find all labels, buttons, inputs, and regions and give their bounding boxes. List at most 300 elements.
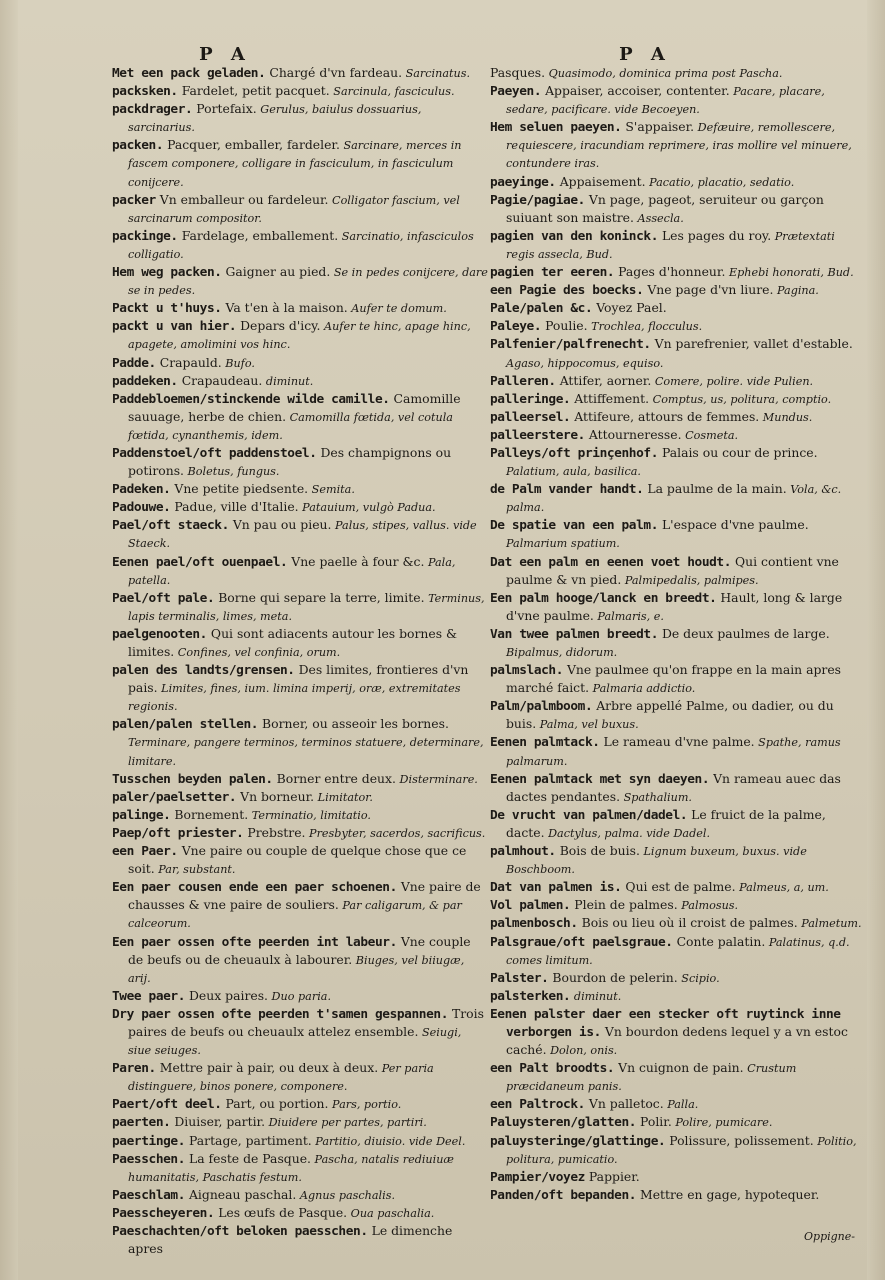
headword: paluysteringe/glattinge.	[490, 1133, 666, 1149]
french-gloss: Polissure, polissement.	[665, 1132, 814, 1148]
latin-gloss: Terminatio, limitatio.	[248, 808, 371, 822]
dictionary-entry	[490, 227, 866, 263]
dictionary-entry	[112, 136, 488, 190]
french-gloss: Vn emballeur ou fardeleur.	[155, 191, 329, 207]
dictionary-entry	[490, 896, 866, 914]
headword: Van twee palmen breedt.	[490, 626, 659, 642]
dictionary-entry	[112, 1204, 488, 1222]
french-gloss: Plein de palmes.	[570, 897, 678, 913]
latin-gloss: Oua paschalia.	[347, 1206, 435, 1220]
headword: palinge.	[112, 807, 171, 823]
dictionary-entry	[490, 1095, 866, 1113]
dictionary-entry	[112, 1095, 488, 1113]
headword: Paeschlam.	[112, 1187, 186, 1203]
left-column	[112, 64, 488, 1258]
latin-gloss: Pars, portio.	[328, 1098, 402, 1112]
dictionary-entry	[112, 553, 488, 589]
headword: Palfenier/palfrenecht.	[490, 337, 651, 353]
dictionary-entry	[490, 299, 866, 317]
dictionary-entry	[112, 625, 488, 661]
headword: paeyinge.	[490, 174, 556, 190]
headword: Panden/oft bepanden.	[490, 1187, 637, 1203]
headword: packt u van hier.	[112, 319, 237, 335]
latin-gloss: Polire, pumicare.	[671, 1116, 773, 1130]
latin-gloss: Limites, fines, ium. limina imperij, oræ, extremitates regionis.	[128, 682, 461, 714]
dictionary-entry	[490, 987, 866, 1005]
latin-gloss: diminut.	[570, 989, 622, 1003]
latin-gloss: Terminare, pangere terminos, terminos statuere, determinare, limitare.	[128, 736, 484, 768]
headword: Padeken.	[112, 482, 171, 498]
french-gloss: Vn palletoc.	[584, 1096, 664, 1112]
french-gloss: Vn rameau auec das dactes pendantes.	[506, 770, 841, 804]
french-gloss: Pages d'honneur.	[614, 264, 726, 280]
french-gloss: Vne paire de chausses & vne paire de souliers.	[128, 879, 481, 913]
headword: Paesscheyeren.	[112, 1205, 215, 1221]
latin-gloss: Se in pedes conijcere, dare se in pedes.	[128, 266, 488, 298]
latin-gloss: Palma, vel buxus.	[536, 718, 639, 732]
dictionary-entry	[490, 733, 866, 769]
dictionary-entry	[490, 1186, 866, 1204]
headword: Eenen palmtack.	[490, 735, 600, 751]
dictionary-entry	[112, 317, 488, 353]
french-gloss: Mettre pair à pair, ou deux à deux.	[155, 1060, 379, 1076]
headword: Paddebloemen/stinckende wilde camille.	[112, 391, 390, 407]
dictionary-entry	[112, 589, 488, 625]
headword: Een palm hooge/lanck en breedt.	[490, 590, 717, 606]
dictionary-entry	[112, 1186, 488, 1204]
latin-gloss: Palatinus, q.d. comes limitum.	[506, 935, 850, 967]
dictionary-entry	[112, 842, 488, 878]
headword: packer	[112, 192, 156, 208]
headword: Dat van palmen is.	[490, 880, 622, 896]
french-gloss: Vn bourdon dedens lequel y a vn estoc caché.	[506, 1023, 848, 1058]
french-gloss: Qui contient vne paulme & vn pied.	[506, 553, 839, 587]
french-gloss: Le fruict de la palme, dacte.	[506, 806, 826, 840]
dictionary-entry	[490, 661, 866, 697]
latin-gloss: Comptus, us, politura, comptio.	[649, 392, 832, 406]
french-gloss: Mettre en gage, hypotequer.	[636, 1186, 820, 1202]
french-gloss: Portefaix.	[192, 101, 257, 117]
latin-gloss: Agaso, hippocomus, equiso.	[506, 356, 664, 370]
dictionary-entry	[490, 842, 866, 878]
french-gloss: Chargé d'vn fardeau.	[265, 65, 403, 80]
headword: palsterken.	[490, 988, 571, 1004]
french-gloss: Pappier.	[584, 1168, 640, 1184]
dictionary-entry	[490, 914, 866, 932]
dictionary-entry	[490, 1059, 866, 1095]
headword: palleersel.	[490, 409, 571, 425]
french-gloss: Gaigner au pied.	[221, 264, 331, 280]
latin-gloss: Politio, politura, pumicatio.	[506, 1134, 857, 1166]
latin-gloss: diminut.	[262, 374, 314, 388]
dictionary-entry	[112, 1222, 488, 1258]
dictionary-entry	[112, 372, 488, 390]
french-gloss: S'appaiser.	[621, 119, 695, 135]
dictionary-entry	[490, 82, 866, 118]
latin-gloss: Par caligarum, & par calceorum.	[128, 899, 462, 931]
headword: Packt u t'huys.	[112, 301, 222, 317]
latin-gloss: Palmosus.	[677, 899, 739, 913]
headword: paerten.	[112, 1115, 171, 1131]
latin-gloss: Gerulus, baiulus dossuarius, sarcinarius.	[128, 103, 422, 135]
headword: Dry paer ossen ofte peerden t'samen gespannen.	[112, 1006, 449, 1022]
dictionary-entry	[490, 444, 866, 480]
latin-gloss: Defæuire, remollescere, requiescere, iracundiam reprimere, iras mollire vel minuere, contundere iras.	[506, 121, 852, 171]
latin-gloss: Bufo.	[221, 356, 255, 370]
latin-gloss: Sarcinatus.	[402, 67, 471, 80]
french-gloss: Vne page d'vn liure.	[643, 282, 774, 298]
dictionary-entry	[490, 770, 866, 806]
dictionary-entry	[490, 173, 866, 191]
headword: packdrager.	[112, 102, 193, 118]
french-gloss: Prebstre.	[243, 824, 306, 840]
dictionary-entry	[112, 878, 488, 932]
headword: Paddenstoel/oft paddenstoel.	[112, 445, 317, 461]
french-gloss: Padue, ville d'Italie.	[170, 499, 299, 515]
headword: Dat een palm en eenen voet houdt.	[490, 554, 732, 570]
french-gloss: Arbre appellé Palme, ou dadier, ou du buis.	[506, 698, 834, 732]
latin-gloss: Partitio, diuisio. vide Deel.	[311, 1134, 466, 1148]
headword: Palleren.	[490, 373, 556, 389]
french-gloss: Vn borneur.	[236, 788, 315, 804]
french-gloss: La feste de Pasque.	[185, 1150, 311, 1166]
right-column	[490, 64, 866, 1204]
dictionary-entry	[490, 408, 866, 426]
headword: paler/paelsetter.	[112, 789, 237, 805]
headword: Paluysteren/glatten.	[490, 1115, 637, 1131]
french-gloss: Vne paire ou couple de quelque chose que ce soit.	[128, 843, 467, 877]
french-gloss: Fardelet, petit pacquet.	[177, 83, 330, 99]
running-header-right: P A	[619, 44, 671, 65]
french-gloss: Les pages du roy.	[658, 227, 772, 243]
dictionary-entry	[112, 806, 488, 824]
dictionary-entry	[490, 1113, 866, 1131]
latin-gloss: Lignum buxeum, buxus. vide Boschboom.	[506, 845, 807, 877]
headword: paertinge.	[112, 1133, 186, 1149]
dictionary-entry	[112, 64, 488, 82]
latin-gloss: Mundus.	[759, 410, 813, 424]
dictionary-entry	[112, 299, 488, 317]
latin-gloss: Ephebi honorati, Bud.	[725, 266, 854, 280]
headword: Een paer ossen ofte peerden int labeur.	[112, 934, 397, 950]
headword: Eenen palster daer een stecker oft ruytinck inne verborgen is.	[490, 1006, 841, 1040]
latin-gloss: Trochlea, flocculus.	[587, 320, 703, 334]
dictionary-entry	[490, 806, 866, 842]
headword: Paesschen.	[112, 1151, 186, 1167]
french-gloss: Attourneresse.	[584, 426, 682, 442]
french-gloss: Borner entre deux.	[272, 770, 396, 786]
dictionary-entry	[490, 1005, 866, 1059]
headword: packinge.	[112, 228, 178, 244]
dictionary-entry	[490, 969, 866, 987]
dictionary-entry	[112, 1059, 488, 1095]
headword: Hem weg packen.	[112, 265, 222, 281]
latin-gloss: Seiugi, siue seiuges.	[128, 1025, 462, 1058]
french-gloss: Crapauld.	[155, 354, 222, 370]
headword: palmslach.	[490, 663, 564, 679]
french-gloss: Attifer, aorner.	[555, 372, 652, 388]
latin-gloss: Presbyter, sacerdos, sacrificus.	[305, 826, 486, 840]
headword: Pagie/pagiae.	[490, 192, 585, 208]
latin-gloss: Biuges, vel biiugæ, arij.	[128, 953, 465, 985]
french-gloss: L'espace d'vne paulme.	[658, 517, 809, 533]
french-gloss: Des limites, frontieres d'vn pais.	[128, 662, 469, 696]
headword: paelgenooten.	[112, 626, 207, 642]
french-gloss: Pacquer, emballer, fardeler.	[163, 137, 340, 153]
dictionary-entry	[112, 82, 488, 100]
latin-gloss: Palla.	[663, 1098, 699, 1112]
headword: Paleye.	[490, 319, 542, 335]
headword: Padouwe.	[112, 500, 171, 516]
latin-gloss: Camomilla fœtida, vel cotula fœtida, cynanthemis, idem.	[128, 410, 453, 442]
dictionary-entry	[490, 589, 866, 625]
french-gloss: Qui sont adiacents autour les bornes & limites.	[128, 625, 458, 659]
french-gloss: Des champignons ou potirons.	[128, 444, 452, 479]
french-gloss: Depars d'icy.	[236, 318, 321, 334]
french-gloss: Appaisement.	[555, 173, 646, 189]
french-gloss: Part, ou portion.	[221, 1096, 329, 1112]
latin-gloss: Dolon, onis.	[546, 1044, 618, 1058]
dictionary-entry	[490, 281, 866, 299]
french-gloss: Vn pau ou pieu.	[228, 517, 332, 533]
latin-gloss: Sarcinula, fasciculus.	[329, 85, 455, 99]
french-gloss: Vn cuignon de pain.	[614, 1060, 744, 1076]
french-gloss: Crapaudeau.	[177, 372, 263, 388]
french-gloss: Fardelage, emballement.	[177, 227, 339, 243]
dictionary-entry	[490, 1132, 866, 1168]
latin-gloss: Duo paria.	[268, 989, 332, 1003]
dictionary-entry	[490, 878, 866, 896]
latin-gloss: Prætextati regis assecla, Bud.	[506, 229, 835, 261]
french-gloss: Bourdon de pelerin.	[548, 969, 678, 985]
headword: Hem seluen paeyen.	[490, 120, 622, 136]
latin-gloss: Pala, patella.	[128, 555, 456, 587]
headword: Pael/oft staeck.	[112, 518, 229, 534]
dictionary-entry	[112, 480, 488, 498]
french-gloss: Appaiser, accoiser, contenter.	[541, 83, 730, 99]
headword: Pale/palen &c.	[490, 301, 593, 317]
headword: Palsgraue/oft paelsgraue.	[490, 934, 673, 950]
latin-gloss: Sarcinare, merces in fascem componere, colligare in fasciculum, in fasciculum conijcere.	[128, 139, 462, 189]
latin-gloss: Palmaria addictio.	[589, 682, 696, 696]
french-gloss: Attifeure, attours de femmes.	[570, 408, 760, 424]
latin-gloss: Aufer te domum.	[347, 302, 447, 316]
headword: Een paer cousen ende een paer schoenen.	[112, 880, 397, 896]
headword: de Palm vander handt.	[490, 482, 644, 498]
latin-gloss: Pacare, placare, sedare, pacificare. vide Becoeyen.	[506, 85, 825, 117]
latin-gloss: Cosmeta.	[681, 428, 739, 442]
french-gloss: Pasques.	[490, 65, 546, 80]
headword: pagien van den koninck.	[490, 228, 659, 244]
latin-gloss: Palatium, aula, basilica.	[506, 465, 641, 479]
dictionary-entry	[112, 1005, 488, 1059]
french-gloss: Partage, partiment.	[185, 1132, 312, 1148]
headword: Paren.	[112, 1061, 156, 1077]
dictionary-entry	[490, 372, 866, 390]
headword: De spatie van een palm.	[490, 518, 659, 534]
french-gloss: Bornement.	[170, 806, 249, 822]
dictionary-entry	[112, 661, 488, 715]
french-gloss: Borner, ou asseoir les bornes.	[258, 716, 449, 732]
french-gloss: Attiffement.	[570, 390, 650, 406]
headword: palleringe.	[490, 391, 571, 407]
french-gloss: Conte palatin.	[672, 933, 766, 949]
latin-gloss: Sarcinatio, infasciculos colligatio.	[128, 229, 474, 261]
latin-gloss: Comere, polire. vide Pulien.	[651, 374, 814, 388]
dictionary-entry	[490, 480, 866, 516]
headword: palmenbosch.	[490, 916, 578, 932]
dictionary-entry	[490, 191, 866, 227]
headword: een Paltrock.	[490, 1097, 585, 1113]
catchword: Oppigne-	[804, 1230, 855, 1243]
latin-gloss: Bipalmus, didorum.	[506, 646, 618, 659]
dictionary-entry	[490, 697, 866, 733]
headword: palen/palen stellen.	[112, 717, 259, 733]
latin-gloss: Semita.	[308, 483, 355, 497]
latin-gloss: Spathalium.	[620, 790, 692, 804]
headword: een Palt broodts.	[490, 1061, 615, 1077]
dictionary-entry	[112, 516, 488, 552]
french-gloss: Polir.	[636, 1114, 672, 1130]
latin-gloss: Crustum præcidaneum panis.	[506, 1062, 797, 1094]
dictionary-entry	[112, 1113, 488, 1131]
latin-gloss: Scipio.	[677, 971, 720, 985]
headword: Vol palmen.	[490, 898, 571, 914]
dictionary-entry	[112, 263, 488, 299]
headword: Paert/oft deel.	[112, 1097, 222, 1113]
french-gloss: Bois de buis.	[555, 843, 640, 859]
french-gloss: Vne paulmee qu'on frappe en la main apres marché faict.	[506, 662, 842, 696]
french-gloss: Vne couple de beufs ou de cheuaulx à labourer.	[128, 933, 471, 967]
dictionary-entry	[112, 933, 488, 987]
french-gloss: Borne qui separe la terre, limite.	[214, 589, 425, 605]
latin-gloss: Pagina.	[773, 284, 819, 298]
latin-gloss: Limitator.	[314, 790, 373, 804]
french-gloss: Vn page, pageot, seruiteur ou garçon suiuant son maistre.	[506, 191, 824, 225]
latin-gloss: Palus, stipes, vallus. vide Staeck.	[128, 519, 477, 551]
headword: Paep/oft priester.	[112, 825, 244, 841]
latin-gloss: Agnus paschalis.	[296, 1188, 396, 1202]
headword: Paeschachten/oft beloken paesschen.	[112, 1224, 368, 1239]
latin-gloss: Assecla.	[633, 211, 684, 225]
latin-gloss: Spathe, ramus palmarum.	[506, 736, 841, 768]
latin-gloss: Per paria distinguere, binos ponere, componere.	[128, 1062, 434, 1094]
dictionary-entry	[112, 770, 488, 788]
dictionary-entry	[490, 317, 866, 335]
french-gloss: Palais ou cour de prince.	[658, 444, 818, 460]
dictionary-entry	[490, 335, 866, 371]
headword: Met een pack geladen.	[112, 66, 266, 81]
latin-gloss: Palmarium spatium.	[506, 537, 620, 551]
latin-gloss: Boletus, fungus.	[184, 465, 280, 479]
french-gloss: Aigneau paschal.	[185, 1186, 297, 1202]
french-gloss: Vne paelle à four &c.	[287, 553, 425, 569]
dictionary-entry	[112, 227, 488, 263]
dictionary-entry	[112, 100, 488, 136]
dictionary-entry	[112, 354, 488, 372]
headword: Paeyen.	[490, 84, 542, 100]
dictionary-entry	[490, 553, 866, 589]
latin-gloss: Quasimodo, dominica prima post Pascha.	[545, 67, 783, 80]
dictionary-entry	[112, 191, 488, 227]
latin-gloss: Confines, vel confinia, orum.	[174, 646, 341, 659]
french-gloss: Le dimenche apres	[128, 1223, 453, 1257]
dictionary-entry	[490, 516, 866, 552]
dictionary-entry	[112, 788, 488, 806]
latin-gloss: Disterminare.	[395, 772, 478, 786]
headword: packen.	[112, 138, 164, 154]
dictionary-entry	[112, 1132, 488, 1150]
latin-gloss: Patauium, vulgò Padua.	[298, 501, 436, 515]
dictionary-entry	[490, 933, 866, 969]
headword: Palleys/oft prinçenhof.	[490, 445, 659, 461]
dictionary-entry	[490, 263, 866, 281]
page-edge-left	[0, 0, 18, 1280]
dictionary-entry	[112, 824, 488, 842]
headword: Twee paer.	[112, 988, 186, 1004]
dictionary-entry	[112, 390, 488, 444]
headword: een Paer.	[112, 844, 178, 860]
french-gloss: Trois paires de beufs ou cheuaulx attelez ensemble.	[128, 1005, 484, 1039]
headword: Palster.	[490, 970, 549, 986]
french-gloss: Poulie.	[541, 318, 588, 334]
dictionary-entry	[490, 118, 866, 172]
headword: packsken.	[112, 84, 178, 100]
french-gloss: Hault, long & large d'vne paulme.	[506, 589, 843, 623]
dictionary-entry	[490, 390, 866, 408]
french-gloss: Camomille sauuage, herbe de chien.	[128, 390, 461, 424]
dictionary-entry	[490, 625, 866, 661]
latin-gloss: Terminus, lapis terminalis, limes, meta.	[128, 591, 485, 623]
headword: een Pagie des boecks.	[490, 283, 644, 299]
page-edge-right	[867, 0, 885, 1280]
dictionary-entry	[112, 715, 488, 769]
headword: Tusschen beyden palen.	[112, 771, 273, 787]
french-gloss: Qui est de palme.	[621, 879, 736, 895]
headword: Palm/palmboom.	[490, 699, 593, 715]
headword: Eenen pael/oft ouenpael.	[112, 554, 288, 570]
dictionary-entry	[490, 64, 866, 82]
latin-gloss: Dactylus, palma. vide Dadel.	[544, 826, 711, 840]
french-gloss: Vn parefrenier, vallet d'estable.	[650, 336, 853, 352]
french-gloss: Va t'en à la maison.	[221, 300, 348, 316]
headword: Eenen palmtack met syn daeyen.	[490, 771, 710, 787]
dictionary-entry	[490, 426, 866, 444]
headword: Pampier/voyez	[490, 1169, 585, 1185]
running-header-left: P A	[199, 44, 251, 65]
headword: palleerstere.	[490, 427, 585, 443]
french-gloss: Le rameau d'vne palme.	[599, 734, 755, 750]
latin-gloss: Palmaris, e.	[593, 609, 664, 623]
headword: palen des landts/grensen.	[112, 663, 295, 679]
headword: Padde.	[112, 355, 156, 371]
headword: palmhout.	[490, 844, 556, 860]
latin-gloss: Palmetum.	[797, 917, 862, 931]
headword: Pael/oft pale.	[112, 590, 215, 606]
latin-gloss: Vola, &c. palma.	[506, 483, 842, 515]
french-gloss: Diuiser, partir.	[170, 1114, 266, 1130]
french-gloss: La paulme de la main.	[643, 481, 787, 497]
latin-gloss: Colligator fascium, vel sarcinarum compositor.	[128, 193, 460, 225]
headword: pagien ter eeren.	[490, 265, 615, 281]
latin-gloss: Palmeus, a, um.	[735, 881, 829, 895]
latin-gloss: Palmipedalis, palmipes.	[621, 573, 759, 587]
headword: De vrucht van palmen/dadel.	[490, 807, 688, 823]
latin-gloss: Pascha, natalis rediuiuæ humanitatis, Paschatis festum.	[128, 1152, 454, 1184]
latin-gloss: Aufer te hinc, apage hinc, apagete, amolimini vos hinc.	[128, 320, 471, 352]
dictionary-entry	[112, 444, 488, 480]
french-gloss: Vne petite piedsente.	[170, 481, 309, 497]
